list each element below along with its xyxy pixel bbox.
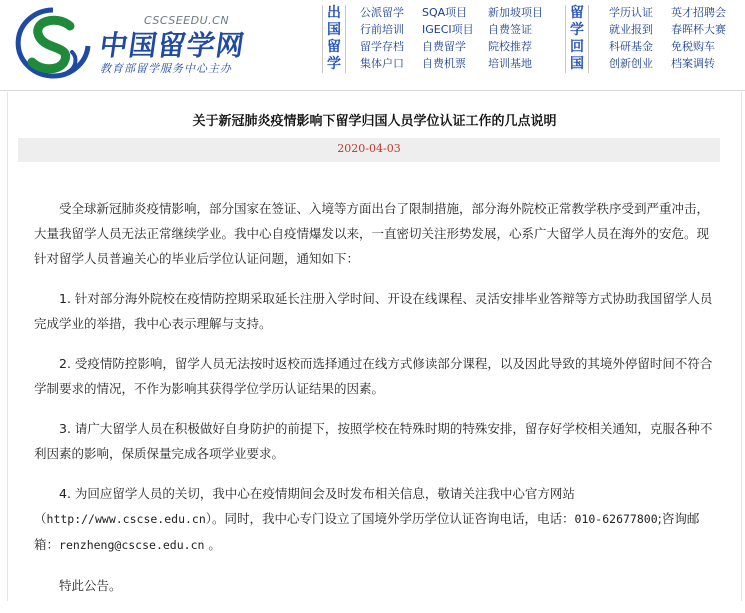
email-address: renzheng@cscse.edu.cn (59, 538, 205, 552)
nav-link[interactable]: 公派留学 (360, 6, 404, 19)
logo-slogan: 教育部留学服务中心主办 (100, 62, 232, 75)
nav-link[interactable]: 就业报到 (609, 23, 653, 36)
nav-link[interactable]: 学历认证 (609, 6, 653, 19)
nav-link[interactable]: 创新创业 (609, 57, 653, 70)
phone-number: 010-62677800 (574, 512, 658, 526)
logo-domain: CSCSEEDU.CN (144, 14, 230, 27)
nav-link[interactable]: 档案调转 (671, 57, 715, 70)
nav-group-title: 出 国 留 学 (322, 5, 346, 73)
paragraph-text: ;咨询邮箱： (34, 511, 700, 552)
nav-links (360, 6, 558, 71)
article-paragraph-2: 2. 受疫情防控影响，留学人员无法按时返校而选择通过在线方式修读部分课程，以及因此导致的其境外停留时间不符合学制要求的情况，不作为影响其获得学位学历认证结果的因素。 (34, 356, 713, 396)
nav-links (609, 6, 737, 71)
logo-wordmark[interactable]: 中国留学网 (97, 29, 248, 62)
article-body (34, 196, 714, 613)
site-header (0, 0, 745, 91)
nav-link[interactable]: IGECI项目 (422, 23, 474, 36)
article-closing: 特此公告。 (59, 578, 122, 593)
paragraph-text: ）。同时，我中心专门设立了国境外学历学位认证咨询电话，电话： (205, 511, 575, 526)
website-url: http://www.cscse.edu.cn (46, 512, 206, 526)
article-paragraph-3: 3. 请广大留学人员在积极做好自身防护的前提下，按照学校在特殊时期的特殊安排，留存好学校相关通知，克服各种不利因素的影响，保质保量完成各项学业要求。 (34, 421, 713, 461)
article-paragraph-1: 1. 针对部分海外院校在疫情防控期采取延长注册入学时间、开设在线课程、灵活安排毕业答辩等方式协助我国留学人员完成学业的举措，我中心表示理解与支持。 (34, 291, 713, 331)
nav-link[interactable]: 春晖杯大赛 (671, 23, 726, 36)
nav-link[interactable]: 留学存档 (360, 40, 404, 53)
nav-link[interactable]: 新加坡项目 (488, 6, 543, 19)
cscse-logo-emblem[interactable] (12, 6, 94, 80)
article-title: 关于新冠肺炎疫情影响下留学归国人员学位认证工作的几点说明 (192, 114, 557, 129)
nav-link[interactable]: 院校推荐 (488, 40, 532, 53)
article (7, 92, 742, 601)
nav-group-title: 留 学 回 国 (565, 5, 589, 73)
nav-link[interactable]: 行前培训 (360, 23, 404, 36)
nav-link[interactable]: 自费机票 (422, 57, 466, 70)
nav-link[interactable]: 免税购车 (671, 40, 715, 53)
nav-link[interactable]: 集体户口 (360, 57, 404, 70)
nav-link[interactable]: 自费留学 (422, 40, 466, 53)
article-paragraph-intro: 受全球新冠肺炎疫情影响，部分国家在签证、入境等方面出台了限制措施，部分海外院校正常教学秩序受到严重冲击，大量我留学人员无法正常继续学业。我中心自疫情爆发以来，一直密切关注形势发展，心系广大留学人员在海外的安危。现针对留学人员普遍关心的毕业后学位认证问题，通知如下： (34, 201, 710, 266)
nav-link[interactable]: 自费签证 (488, 23, 532, 36)
nav-link[interactable]: 英才招聘会 (671, 6, 726, 19)
paragraph-text: 4. 为回应留学人员的关切，我中心在疫情期间会及时发布相关信息，敬请关注我中心官方网站（ (34, 486, 575, 526)
nav-link[interactable]: 科研基金 (609, 40, 653, 53)
paragraph-text: 。 (204, 537, 221, 552)
nav-link[interactable]: 培训基地 (488, 57, 532, 70)
nav-link[interactable]: SQA项目 (422, 6, 468, 19)
article-paragraph-4 (34, 481, 714, 558)
article-date: 2020-04-03 (18, 138, 720, 162)
